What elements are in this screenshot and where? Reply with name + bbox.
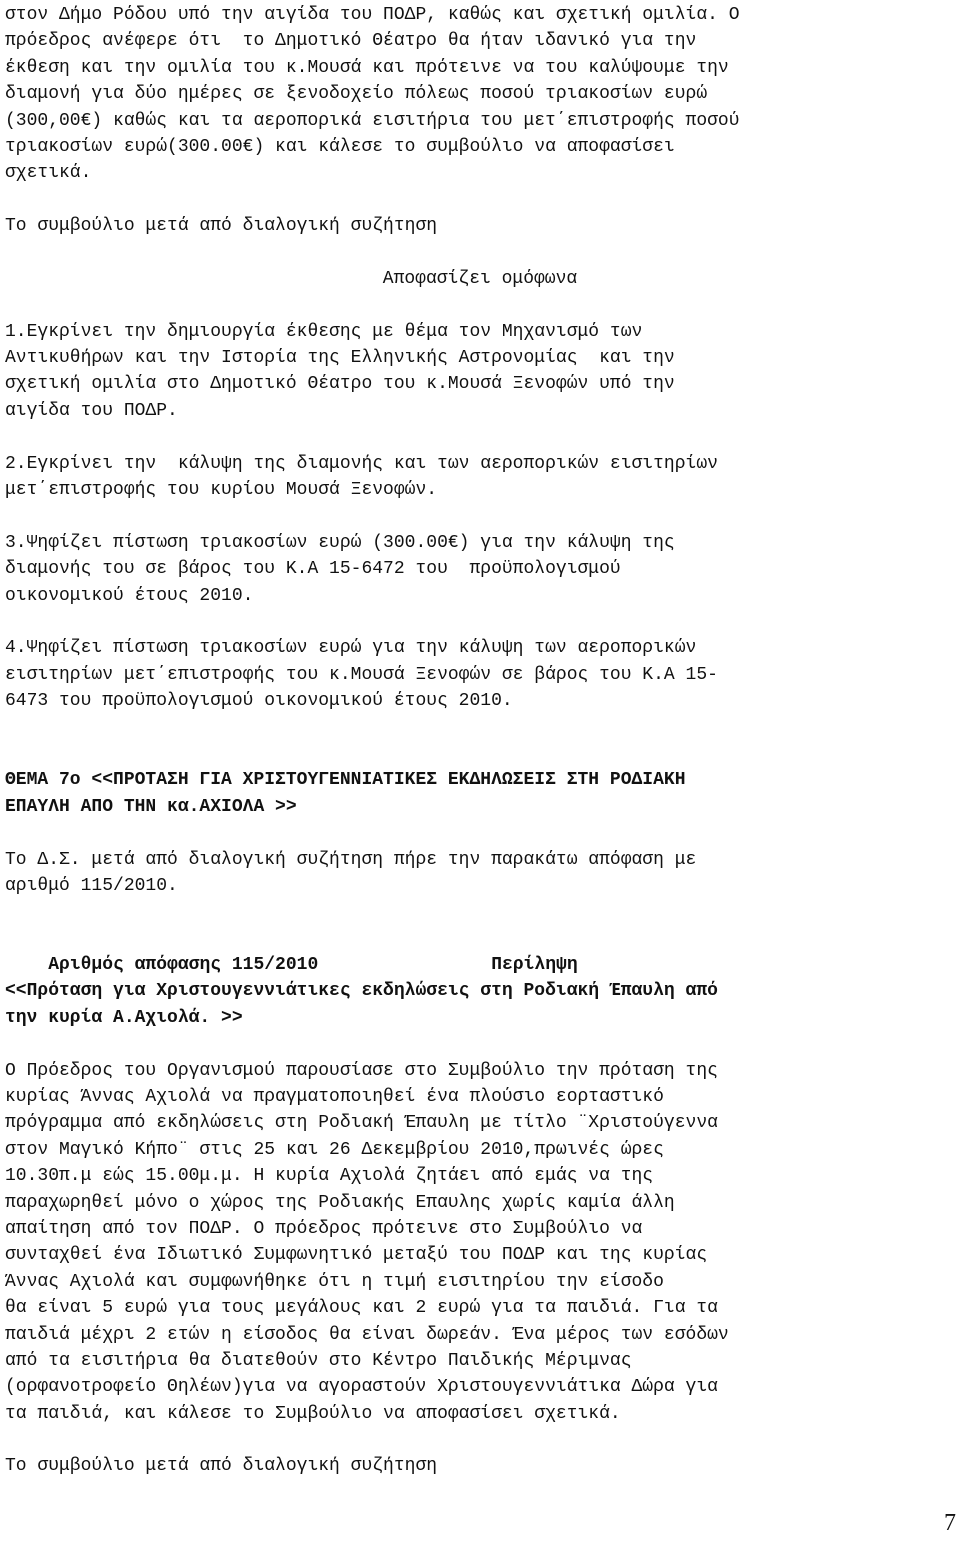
decision-item-4 xyxy=(5,635,955,714)
text-line: αριθμό 115/2010. xyxy=(5,875,178,896)
spacer xyxy=(5,820,955,846)
spacer xyxy=(5,503,955,529)
spacer xyxy=(5,1427,955,1453)
topic-heading xyxy=(5,767,955,820)
text-line: σχετική ομιλία στο Δημοτικό Θέατρο του κ.Μουσά Ξενοφών υπό την xyxy=(5,374,675,395)
council-discussion-line: Το συμβούλιο μετά από διαλογική συζήτηση xyxy=(5,1456,438,1477)
title-line: την κυρία Α.Αχιολά. >> xyxy=(5,1007,243,1028)
text-line: αιγίδα του ΠΟΔΡ. xyxy=(5,400,178,421)
decision-item-1 xyxy=(5,319,955,425)
intro-paragraph xyxy=(5,2,955,187)
spacer xyxy=(5,187,955,213)
text-line: πρόεδρος ανέφερε ότι το Δημοτικό Θέατρο θα ήταν ιδανικό για την xyxy=(5,31,697,52)
document-page xyxy=(5,2,955,1480)
text-line: τα παιδιά, και κάλεσε το Συμβούλιο να αποφασίσει σχετικά. xyxy=(5,1403,621,1424)
text-line: διαμονής του σε βάρος του Κ.Α 15-6472 του προϋπολογισμού xyxy=(5,559,621,580)
text-line: 3.Ψηφίζει πίστωση τριακοσίων ευρώ (300.00€) για την κάλυψη της xyxy=(5,532,675,553)
text-line: 1.Εγκρίνει την δημιουργία έκθεσης με θέμα τον Μηχανισμό των xyxy=(5,321,643,342)
text-line: τριακοσίων ευρώ(300.00€) και κάλεσε το συμβούλιο να αποφασίσει xyxy=(5,136,675,157)
decides-unanimously-heading: Αποφασίζει ομόφωνα xyxy=(382,268,578,289)
spacer xyxy=(5,899,955,925)
text-line: στον Μαγικό Κήπο¨ στις 25 και 26 Δεκεμβρίου 2010,πρωινές ώρες xyxy=(5,1139,664,1160)
text-line: Άννας Αχιολά και συμφωνήθηκε ότι η τιμή εισιτηρίου την είσοδο xyxy=(5,1271,664,1292)
text-line: απαίτηση από τον ΠΟΔΡ. Ο πρόεδρος πρότεινε στο Συμβούλιο να xyxy=(5,1218,643,1239)
text-line: (300,00€) καθώς και τα αεροπορικά εισιτήρια του μετ΄επιστροφής ποσού xyxy=(5,110,740,131)
spacer xyxy=(5,292,955,318)
text-line: διαμονή για δύο ημέρες σε ξενοδοχείο πόλεως ποσού τριακοσίων ευρώ xyxy=(5,84,708,105)
text-line: παραχωρηθεί μόνο ο χώρος της Ροδιακής Επαυλης χωρίς καμία άλλη xyxy=(5,1192,675,1213)
spacer xyxy=(5,1031,955,1057)
title-line: <<Πρόταση για Χριστουγεννιάτικες εκδηλώσεις στη Ροδιακή Έπαυλη από xyxy=(5,981,718,1002)
text-line: στον Δήμο Ρόδου υπό την αιγίδα του ΠΟΔΡ, καθώς και σχετική ομιλία. Ο xyxy=(5,5,740,25)
decision-item-2 xyxy=(5,451,955,504)
summary-label: Περίληψη xyxy=(491,955,578,976)
text-line: 2.Εγκρίνει την κάλυψη της διαμονής και των αεροπορικών εισιτηρίων xyxy=(5,453,718,474)
board-decision-intro xyxy=(5,847,955,900)
text-line: συνταχθεί ένα Ιδιωτικό Συμφωνητικό μεταξύ του ΠΟΔΡ και της κυρίας xyxy=(5,1245,708,1266)
text-line: από τα εισιτήρια θα διατεθούν στο Κέντρο Παιδικής Μέριμνας xyxy=(5,1350,632,1371)
spacer xyxy=(5,741,955,767)
proposal-paragraph xyxy=(5,1058,955,1427)
text-line: μετ΄επιστροφής του κυρίου Μουσά Ξενοφών. xyxy=(5,480,438,501)
decision-item-3 xyxy=(5,530,955,609)
text-line: Το Δ.Σ. μετά από διαλογική συζήτηση πήρε την παρακάτω απόφαση με xyxy=(5,849,697,870)
spacer xyxy=(5,240,955,266)
proposal-title xyxy=(5,978,955,1031)
text-line: σχετικά. xyxy=(5,163,92,184)
spacer xyxy=(5,609,955,635)
page-number: 7 xyxy=(944,1510,956,1536)
text-line: Αντικυθήρων και την Ιστορία της Ελληνικής Αστρονομίας και την xyxy=(5,348,675,369)
heading-line: ΕΠΑΥΛΗ ΑΠΟ ΤΗΝ κα.ΑΧΙΟΛΑ >> xyxy=(5,796,297,817)
text-line: εισιτηρίων μετ΄επιστροφής του κ.Μουσά Ξενοφών σε βάρος του Κ.Α 15- xyxy=(5,664,718,685)
text-line: (ορφανοτροφείο Θηλέων)για να αγοραστούν Χριστουγεννιάτικα Δώρα για xyxy=(5,1377,718,1398)
spacer xyxy=(5,424,955,450)
text-line: κυρίας Άννας Αχιολά να πραγματοποιηθεί ένα πλούσιο εορταστικό xyxy=(5,1087,664,1108)
text-line: 10.30π.μ εώς 15.00μ.μ. Η κυρία Αχιολά ζητάει από εμάς να της xyxy=(5,1166,654,1187)
text-line: παιδιά μέχρι 2 ετών η είσοδος θα είναι δωρεάν. Ένα μέρος των εσόδων xyxy=(5,1324,729,1345)
decision-number-label: Αριθμός απόφασης 115/2010 xyxy=(48,955,319,976)
text-line: έκθεση και την ομιλία του κ.Μουσά και πρότεινε να του καλύψουμε την xyxy=(5,57,729,78)
text-line: θα είναι 5 ευρώ για τους μεγάλους και 2 ευρώ για τα παιδιά. Για τα xyxy=(5,1298,718,1319)
text-line: πρόγραμμα από εκδηλώσεις στη Ροδιακή Έπαυλη με τίτλο ¨Χριστούγεννα xyxy=(5,1113,718,1134)
spacer xyxy=(5,715,955,741)
text-line: οικονομικού έτους 2010. xyxy=(5,585,254,606)
text-line: 6473 του προϋπολογισμού οικονομικού έτους 2010. xyxy=(5,691,513,712)
council-discussion-line: Το συμβούλιο μετά από διαλογική συζήτηση xyxy=(5,216,438,237)
heading-line: ΘΕΜΑ 7ο <<ΠΡΟΤΑΣΗ ΓΙΑ ΧΡΙΣΤΟΥΓΕΝΝΙΑΤΙΚΕΣ ΕΚΔΗΛΩΣΕΙΣ ΣΤΗ ΡΟΔΙΑΚΗ xyxy=(5,770,686,791)
text-line: 4.Ψηφίζει πίστωση τριακοσίων ευρώ για την κάλυψη των αεροπορικών xyxy=(5,638,697,659)
text-line: Ο Πρόεδρος του Οργανισμού παρουσίασε στο Συμβούλιο την πρόταση της xyxy=(5,1060,718,1081)
decision-number-row xyxy=(5,926,955,976)
